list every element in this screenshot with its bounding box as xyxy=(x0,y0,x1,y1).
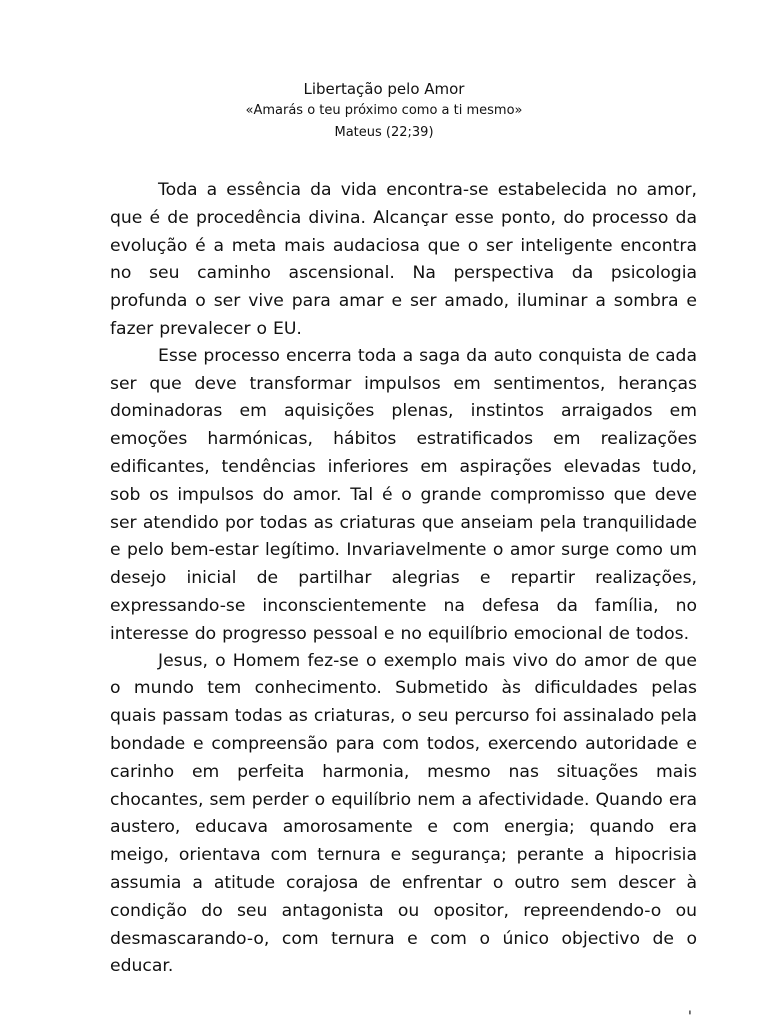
paragraph: Esse processo encerra toda a saga da auto conquista de cada ser que deve transformar impulsos em sentimentos, heranças dominadoras em aquisições plenas, instintos arraigados em emoções harmónicas, hábitos estratificados em realizações edificantes, tendências inferiores em aspirações elevadas tudo, sob os impulsos do amor. Tal é o grande compromisso que deve ser atendido por todas as criaturas que anseiam pela tranquilidade e pelo bem-estar legítimo. Invariavelmente o amor surge como um desejo inicial de partilhar alegrias e repartir realizações, expressando-se inconscientemente na defesa da família, no interesse do progresso pessoal e no equilíbrio emocional de todos. xyxy=(110,345,697,644)
document-title: Libertação pelo Amor xyxy=(303,80,465,98)
page-mark: ' xyxy=(688,1009,692,1025)
paragraph: Jesus, o Homem fez-se o exemplo mais vivo do amor de que o mundo tem conhecimento. Submetido às dificuldades pelas quais passam todas as criaturas, o seu percurso foi assinalado pela bondade e compreensão para com todos, exercendo autoridade e carinho em perfeita harmonia, mesmo nas situações mais chocantes, sem perder o equilíbrio nem a afectividade. Quando era austero, educava amorosamente e com energia; quando era meigo, orientava com ternura e segurança; perante a hipocrisia assumia a atitude corajosa de enfrentar o outro sem descer à condição do seu antagonista ou opositor, repreendendo-o ou desmascarando-o, com ternura e com o único objectivo de o educar. xyxy=(110,650,697,977)
document-header xyxy=(0,78,768,144)
epigraph: «Amarás o teu próximo como a ti mesmo» xyxy=(245,103,523,118)
document-body xyxy=(110,177,697,980)
bible-citation: Mateus (22;39) xyxy=(334,125,434,140)
paragraph: Toda a essência da vida encontra-se estabelecida no amor, que é de procedência divina. Alcançar esse ponto, do processo da evolução é a meta mais audaciosa que o ser inteligente encontra no seu caminho ascensional. Na perspectiva da psicologia profunda o ser vive para amar e ser amado, iluminar a sombra e fazer prevalecer o EU. xyxy=(110,180,697,339)
